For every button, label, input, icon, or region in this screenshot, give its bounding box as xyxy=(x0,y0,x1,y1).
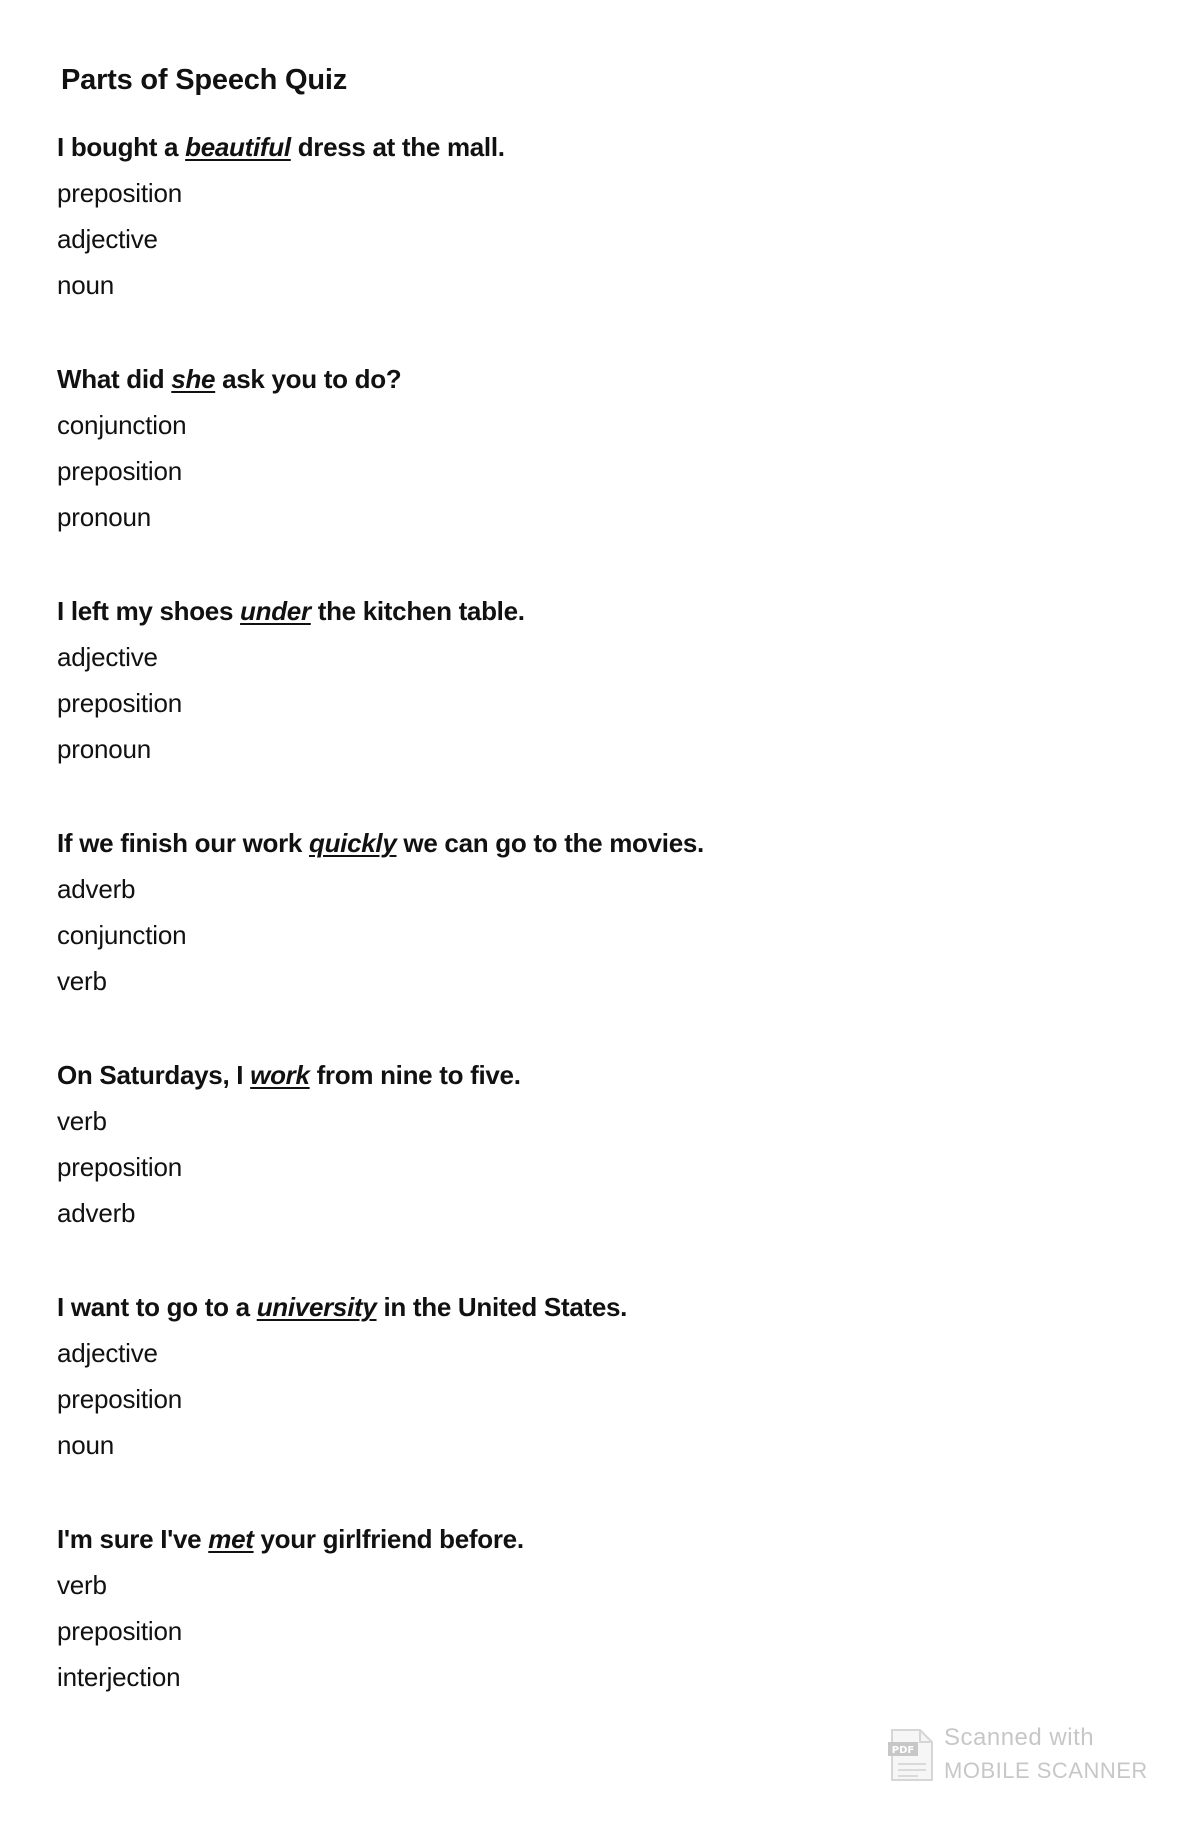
question-text xyxy=(57,1052,957,1098)
question-text-before: I bought a xyxy=(57,132,186,162)
pdf-icon xyxy=(888,1728,934,1782)
underlined-target-word: beautiful xyxy=(185,132,291,162)
question-block xyxy=(57,1516,957,1700)
question-text-after: dress at the mall. xyxy=(290,132,505,162)
answer-option[interactable]: adjective xyxy=(57,224,158,254)
question-block xyxy=(57,356,957,540)
question-block xyxy=(57,124,957,308)
question-text-after: ask you to do? xyxy=(215,364,402,394)
question-text-after: the kitchen table. xyxy=(310,596,525,626)
question-text-after: we can go to the movies. xyxy=(396,828,704,858)
scanner-watermark xyxy=(888,1722,1178,1792)
question-text xyxy=(57,1284,957,1330)
watermark-line-1: Scanned with xyxy=(944,1724,1095,1751)
underlined-target-word: under xyxy=(240,596,311,626)
underlined-target-word: met xyxy=(208,1524,254,1554)
answer-option[interactable]: conjunction xyxy=(57,920,187,950)
question-text-after: your girlfriend before. xyxy=(253,1524,524,1554)
answer-option[interactable]: pronoun xyxy=(57,502,152,532)
question-text xyxy=(57,356,957,402)
page-title: Parts of Speech Quiz xyxy=(61,64,348,96)
question-text-before: On Saturdays, I xyxy=(57,1060,251,1090)
question-text xyxy=(57,1516,957,1562)
question-text xyxy=(57,588,957,634)
underlined-target-word: university xyxy=(256,1292,377,1322)
underlined-target-word: she xyxy=(171,364,216,394)
answer-option[interactable]: adjective xyxy=(57,1338,158,1368)
answer-option[interactable]: preposition xyxy=(57,1616,182,1646)
answer-option[interactable]: adverb xyxy=(57,874,136,904)
answer-option[interactable]: interjection xyxy=(57,1662,181,1692)
question-text xyxy=(57,124,957,170)
answer-option[interactable]: adverb xyxy=(57,1198,136,1228)
answer-option[interactable]: verb xyxy=(57,1106,107,1136)
answer-option[interactable]: noun xyxy=(57,270,115,300)
answer-option[interactable]: conjunction xyxy=(57,410,187,440)
underlined-target-word: work xyxy=(250,1060,310,1090)
question-text-before: If we finish our work xyxy=(57,828,309,858)
answer-option[interactable]: verb xyxy=(57,1570,107,1600)
question-text-after: in the United States. xyxy=(376,1292,628,1322)
underlined-target-word: quickly xyxy=(308,828,397,858)
question-block xyxy=(57,820,957,1004)
watermark-line-2: MOBILE SCANNER xyxy=(944,1758,1148,1783)
question-text-before: I left my shoes xyxy=(57,596,241,626)
question-block xyxy=(57,1052,957,1236)
answer-option[interactable]: noun xyxy=(57,1430,115,1460)
answer-option[interactable]: adjective xyxy=(57,642,158,672)
question-list xyxy=(57,124,957,1748)
question-text-before: What did xyxy=(57,364,172,394)
answer-option[interactable]: preposition xyxy=(57,456,182,486)
answer-option[interactable]: preposition xyxy=(57,1152,182,1182)
question-text-before: I'm sure I've xyxy=(57,1524,209,1554)
answer-option[interactable]: verb xyxy=(57,966,107,996)
answer-option[interactable]: pronoun xyxy=(57,734,152,764)
question-text xyxy=(57,820,957,866)
question-block xyxy=(57,1284,957,1468)
answer-option[interactable]: preposition xyxy=(57,688,182,718)
svg-text:PDF: PDF xyxy=(891,1745,915,1756)
answer-option[interactable]: preposition xyxy=(57,178,182,208)
question-text-after: from nine to five. xyxy=(309,1060,521,1090)
question-block xyxy=(57,588,957,772)
question-text-before: I want to go to a xyxy=(57,1292,257,1322)
answer-option[interactable]: preposition xyxy=(57,1384,182,1414)
